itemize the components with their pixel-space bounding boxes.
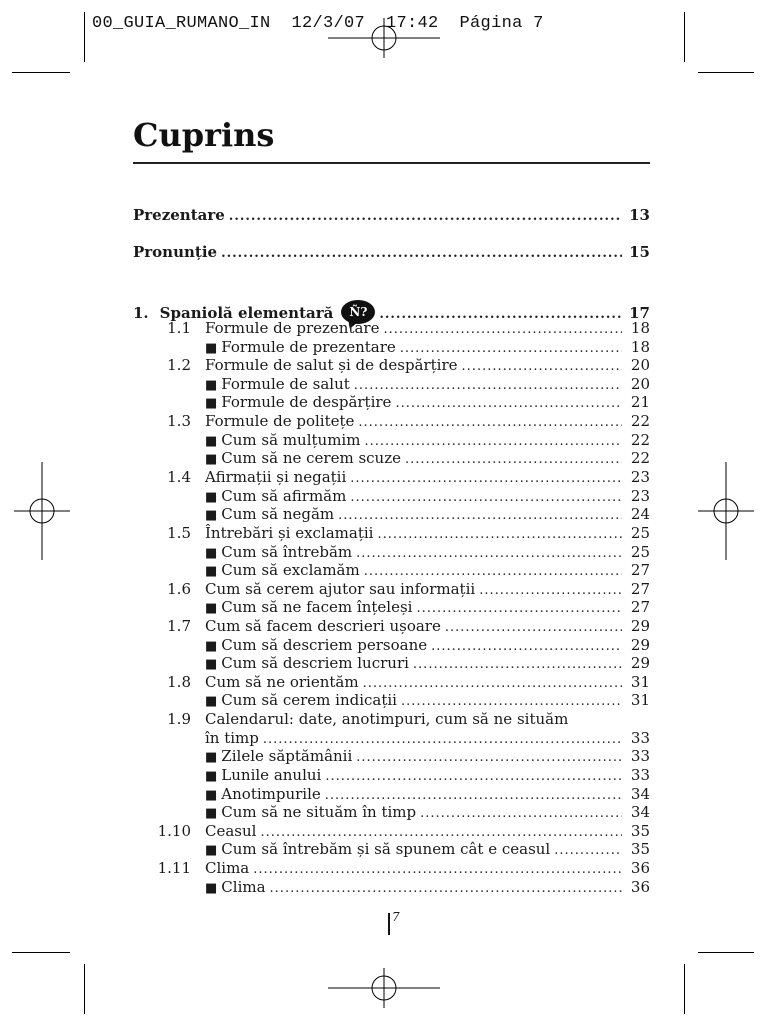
toc-entry-label: Formule de despărțire xyxy=(221,393,392,411)
toc-entry-page: 36 xyxy=(630,859,650,877)
toc-entry-page: 31 xyxy=(630,691,650,709)
dot-leader xyxy=(325,767,622,786)
bullet-square-icon: ■ xyxy=(205,452,218,467)
toc-entry xyxy=(133,840,650,859)
toc-entry xyxy=(133,319,650,338)
toc-entry xyxy=(133,878,650,897)
toc-entry xyxy=(133,803,650,822)
toc-entry-page: 29 xyxy=(630,617,650,635)
toc-entry-label: Formule de politețe xyxy=(205,412,355,430)
toc-entry-number: 1.10 xyxy=(157,822,191,840)
toc-entry-number: 1.8 xyxy=(167,673,191,691)
toc-entry xyxy=(133,393,650,412)
toc-entry-label-wrap xyxy=(205,449,401,469)
toc-entry-label-wrap xyxy=(205,766,321,786)
toc-entry-label-wrap xyxy=(205,636,427,656)
bullet-square-icon: ■ xyxy=(205,546,218,561)
bullet-square-icon: ■ xyxy=(205,750,218,765)
folio-bar xyxy=(388,913,390,935)
toc-entry-page: 22 xyxy=(630,431,650,449)
dot-leader xyxy=(350,469,622,488)
toc-entry-label: Cum să întrebăm xyxy=(221,543,353,561)
toc-entry-page: 33 xyxy=(630,766,650,784)
bullet-square-icon: ■ xyxy=(205,490,218,505)
toc-entry-label-wrap xyxy=(133,243,217,262)
toc-entry xyxy=(133,598,650,617)
dot-leader xyxy=(356,748,622,767)
toc-entry-label: Cum să negăm xyxy=(221,505,335,523)
toc-entry xyxy=(133,691,650,710)
toc-entry-label-wrap xyxy=(205,468,346,487)
toc-entry xyxy=(133,468,650,487)
toc-entry xyxy=(133,580,650,599)
toc-entry-page: 22 xyxy=(630,449,650,467)
registration-mark-left xyxy=(14,462,70,560)
bullet-square-icon: ■ xyxy=(205,806,218,821)
toc-entry-label: Cum să întrebăm și să spunem cât e ceasul xyxy=(221,840,551,858)
toc-entry xyxy=(133,747,650,766)
toc-entry-label: Cum să afirmăm xyxy=(221,487,347,505)
bullet-square-icon: ■ xyxy=(205,434,218,449)
toc-entry xyxy=(133,356,650,375)
toc-entry-label-wrap xyxy=(205,710,568,729)
toc-entry-label: Afirmații și negații xyxy=(205,468,347,486)
toc-entry xyxy=(133,505,650,524)
toc-entry-label-wrap xyxy=(205,543,352,563)
toc-entry-label-wrap xyxy=(205,561,360,581)
toc-entry-number: 1.4 xyxy=(167,468,191,486)
toc-entry-label-wrap xyxy=(205,785,321,805)
toc-entry xyxy=(133,766,650,785)
toc-entry-label-wrap xyxy=(205,487,346,507)
dot-leader xyxy=(416,599,622,618)
toc-entry xyxy=(133,412,650,431)
toc-entry-page: 33 xyxy=(630,747,650,765)
toc-entry-label-wrap xyxy=(205,840,550,860)
toc-entry-page: 29 xyxy=(630,654,650,672)
toc-entry-label-wrap xyxy=(205,412,354,431)
toc-entry-page: 34 xyxy=(630,803,650,821)
toc-entry-label: Cum să descriem lucruri xyxy=(221,654,409,672)
bullet-square-icon: ■ xyxy=(205,639,218,654)
bullet-square-icon: ■ xyxy=(205,881,218,896)
toc-entry-label-wrap xyxy=(205,580,475,599)
toc-entry-page: 35 xyxy=(630,840,650,858)
toc-entry-label-wrap xyxy=(205,319,379,338)
toc-entry-label: Pronunție xyxy=(133,243,218,261)
crop-mark xyxy=(684,12,685,62)
bullet-square-icon: ■ xyxy=(205,601,218,616)
toc-entry-page: 13 xyxy=(629,206,650,224)
registration-mark-right xyxy=(698,462,754,560)
toc-entry-label: Anotimpurile xyxy=(221,785,321,803)
toc-entry-label: Cum să ne cerem scuze xyxy=(221,449,401,467)
title-rule xyxy=(133,162,650,164)
page-number: 7 xyxy=(392,910,400,924)
toc-entry-page: 25 xyxy=(630,543,650,561)
toc-entry-label: Cum să cerem indicații xyxy=(221,691,397,709)
toc-entry-label-wrap xyxy=(205,338,396,358)
toc-entry-page: 23 xyxy=(630,468,650,486)
toc-entry-label: Spaniolă elementară xyxy=(159,304,334,322)
toc-entry-number: 1.6 xyxy=(167,580,191,598)
toc-entry-label-wrap xyxy=(205,747,352,767)
toc-entry-page: 36 xyxy=(630,878,650,896)
crop-mark xyxy=(12,952,70,953)
toc-entry xyxy=(133,431,650,450)
toc-entry-page: 31 xyxy=(630,673,650,691)
bullet-square-icon: ■ xyxy=(205,657,218,672)
crop-mark xyxy=(84,964,85,1014)
bullet-square-icon: ■ xyxy=(205,769,218,784)
dot-leader xyxy=(395,394,622,413)
registration-mark-top xyxy=(328,18,440,58)
dot-leader xyxy=(445,618,622,637)
registration-mark-bottom xyxy=(328,968,440,1008)
page-title: Cuprins xyxy=(133,116,275,154)
toc-entry-label-wrap xyxy=(205,598,412,618)
toc-entry-page: 34 xyxy=(630,785,650,803)
toc-entry xyxy=(133,375,650,394)
toc-entry-label-wrap xyxy=(205,859,249,878)
dot-leader xyxy=(377,525,622,544)
toc-entry-label-wrap xyxy=(205,654,409,674)
dot-leader xyxy=(413,655,622,674)
crop-mark xyxy=(698,952,754,953)
toc-entry-label-wrap xyxy=(205,356,458,375)
dot-leader xyxy=(253,860,622,879)
toc-entry-label: Formule de salut și de despărțire xyxy=(205,356,458,374)
dot-leader xyxy=(358,413,622,432)
toc-entry xyxy=(133,859,650,878)
dot-leader xyxy=(554,841,622,860)
crop-mark xyxy=(698,72,754,73)
toc-entry xyxy=(133,561,650,580)
toc-entry xyxy=(133,729,650,748)
toc-entry-label: Cum să facem descrieri ușoare xyxy=(205,617,441,635)
toc-entry-number: 1.9 xyxy=(167,710,191,728)
toc-entry-page: 21 xyxy=(630,393,650,411)
crop-mark xyxy=(12,72,70,73)
toc-entry-number: 1.7 xyxy=(167,617,191,635)
toc-entry xyxy=(133,710,650,729)
toc-entry-page: 18 xyxy=(630,319,650,337)
speech-bubble-icon: Ñ? xyxy=(341,300,375,324)
toc-entry-label-wrap xyxy=(205,878,266,898)
toc-entry xyxy=(133,487,650,506)
toc-entry-label-wrap xyxy=(205,505,334,525)
toc-entry xyxy=(133,449,650,468)
toc-entry-number: 1.5 xyxy=(167,524,191,542)
toc-entry-label-wrap xyxy=(205,393,391,413)
toc-entry-page: 27 xyxy=(630,580,650,598)
toc-entry-number: 1.1 xyxy=(167,319,191,337)
bullet-square-icon: ■ xyxy=(205,378,218,393)
toc-entry-label: Formule de prezentare xyxy=(205,319,380,337)
dot-leader xyxy=(420,804,622,823)
print-slug: 00_GUIA_RUMANO_IN 12/3/07 17:42 Página 7 xyxy=(92,14,544,33)
toc-entry-page: 35 xyxy=(630,822,650,840)
toc-entry xyxy=(133,673,650,692)
toc-entry-page: 27 xyxy=(630,561,650,579)
toc-entry-label: Clima xyxy=(221,878,266,896)
toc-entry-label-wrap xyxy=(205,822,256,841)
toc-entry-number: 1.2 xyxy=(167,356,191,374)
crop-mark xyxy=(84,12,85,62)
toc-entry-label-wrap xyxy=(205,375,350,395)
toc-entry-label-wrap xyxy=(205,729,259,748)
toc-entry-label: în timp xyxy=(205,729,259,747)
dot-leader xyxy=(221,244,622,263)
dot-leader xyxy=(401,692,622,711)
bullet-square-icon: ■ xyxy=(205,694,218,709)
toc-entry-page: 33 xyxy=(630,729,650,747)
toc-entry xyxy=(133,543,650,562)
toc-entry-label-wrap xyxy=(205,617,441,636)
toc-entry-page: 22 xyxy=(630,412,650,430)
toc-entry xyxy=(133,524,650,543)
toc-entry xyxy=(133,654,650,673)
toc-entry-label-wrap xyxy=(133,206,225,225)
toc-entry-label: Lunile anului xyxy=(221,766,322,784)
toc-entry-label-wrap xyxy=(205,524,373,543)
toc-entry-number: 1.11 xyxy=(157,859,191,877)
toc-entry-page: 25 xyxy=(630,524,650,542)
toc-entry xyxy=(133,617,650,636)
toc-entry-number: 1. xyxy=(133,304,149,322)
crop-mark xyxy=(684,964,685,1014)
bullet-square-icon: ■ xyxy=(205,396,218,411)
toc-entry xyxy=(133,636,650,655)
dot-leader xyxy=(229,207,622,226)
toc-entry-label: Ceasul xyxy=(205,822,257,840)
toc-entry-label: Întrebări și exclamații xyxy=(205,524,374,542)
toc-entry xyxy=(133,243,650,262)
toc-entry xyxy=(133,206,650,225)
bullet-square-icon: ■ xyxy=(205,788,218,803)
toc-entry-page: 23 xyxy=(630,487,650,505)
toc-entry xyxy=(133,785,650,804)
dot-leader xyxy=(405,450,622,469)
toc-entry-page: 20 xyxy=(630,375,650,393)
dot-leader xyxy=(338,506,622,525)
toc-entry-label-wrap xyxy=(205,803,416,823)
toc-entry-label: Prezentare xyxy=(133,206,225,224)
toc-entry-label: Zilele săptămânii xyxy=(221,747,353,765)
toc-entry xyxy=(133,300,650,322)
toc-entry-label: Formule de salut xyxy=(221,375,350,393)
dot-leader xyxy=(270,879,622,898)
toc-entry-label: Clima xyxy=(205,859,250,877)
bullet-square-icon: ■ xyxy=(205,564,218,579)
bullet-square-icon: ■ xyxy=(205,843,218,858)
toc-entry-page: 15 xyxy=(629,243,650,261)
dot-leader xyxy=(462,357,622,376)
toc-entry-label: Cum să cerem ajutor sau informații xyxy=(205,580,476,598)
toc-entry xyxy=(133,338,650,357)
toc-entry-label: Cum să exclamăm xyxy=(221,561,360,579)
toc-entry-page: 29 xyxy=(630,636,650,654)
toc-entry-label: Formule de prezentare xyxy=(221,338,396,356)
toc-entry-label-wrap xyxy=(205,673,359,692)
toc-entry-label-wrap xyxy=(205,691,397,711)
toc-entry-page: 27 xyxy=(630,598,650,616)
toc-entry-label: Cum să ne facem înțeleși xyxy=(221,598,413,616)
toc-entry-number: 1.3 xyxy=(167,412,191,430)
toc-entry-label: Cum să mulțumim xyxy=(221,431,361,449)
toc-entry-page: 24 xyxy=(630,505,650,523)
toc-entry-page: 20 xyxy=(630,356,650,374)
dot-leader xyxy=(383,320,622,339)
toc-entry-page: 17 xyxy=(629,304,650,322)
toc-entry-label: Cum să ne orientăm xyxy=(205,673,359,691)
toc-entry xyxy=(133,822,650,841)
dot-leader xyxy=(364,562,622,581)
bullet-square-icon: ■ xyxy=(205,508,218,523)
toc-entry-page: 18 xyxy=(630,338,650,356)
bullet-square-icon: ■ xyxy=(205,341,218,356)
toc-entry-label: Cum să descriem persoane xyxy=(221,636,428,654)
toc-entry-label: Cum să ne situăm în timp xyxy=(221,803,417,821)
toc-entry-label-wrap xyxy=(205,431,360,451)
toc-entry-label: Calendarul: date, anotimpuri, cum să ne situăm xyxy=(205,710,569,728)
